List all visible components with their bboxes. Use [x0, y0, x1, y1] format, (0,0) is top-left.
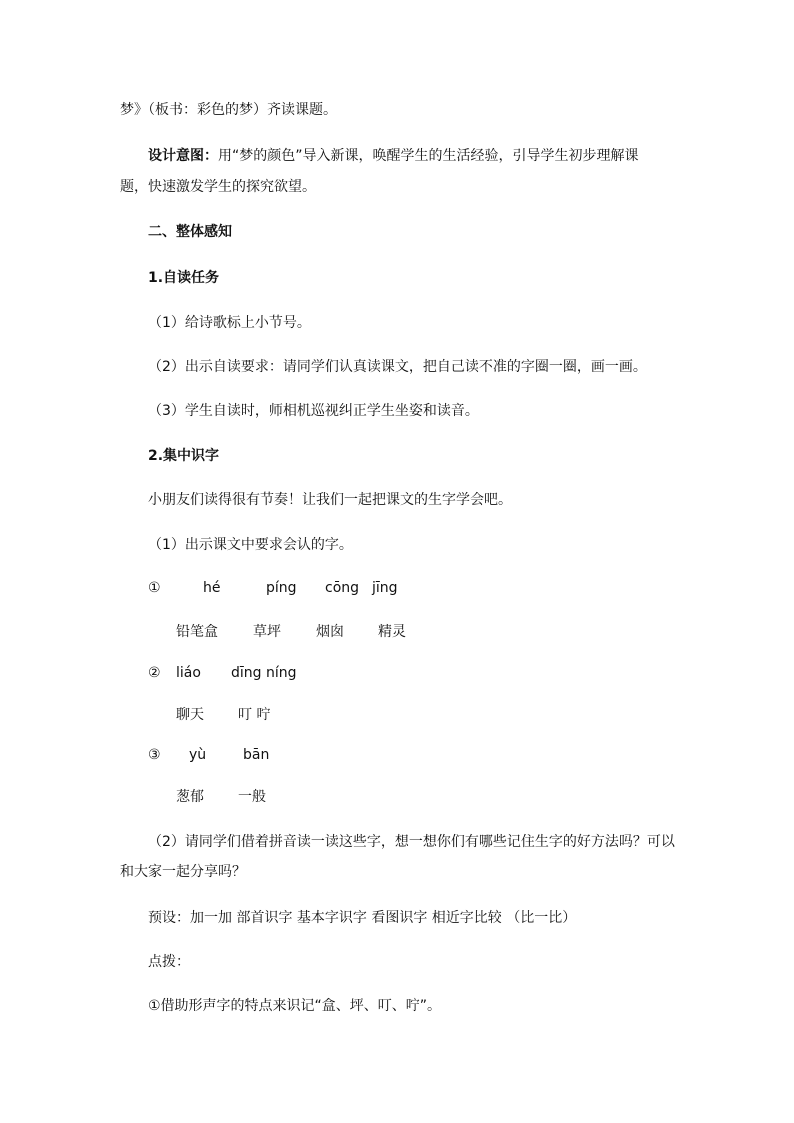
word-text: 烟囱	[316, 624, 344, 640]
hint-item-1: ①借助形声字的特点来识记“盒、坪、叮、咛”。	[148, 998, 442, 1014]
word-text: 一般	[238, 789, 266, 805]
task1-item-1: （1）给诗歌标上小节号。	[148, 315, 311, 331]
group3-marker: ③	[148, 747, 161, 763]
word-text: 草坪	[253, 624, 281, 640]
literacy-sub-item-1: （1）出示课文中要求会认的字。	[148, 537, 353, 553]
literacy-intro: 小朋友们读得很有节奏！让我们一起把课文的生字学会吧。	[148, 492, 512, 508]
word-text: 叮 咛	[238, 707, 271, 723]
preset-methods: 预设：加一加 部首识字 基本字识字 看图识字 相近字比较 （比一比）	[148, 910, 577, 926]
pinyin-text: bān	[243, 747, 270, 763]
pinyin-text: jīng	[372, 580, 398, 596]
pinyin-text: dīng níng	[231, 665, 297, 681]
design-intent-label: 设计意图：	[148, 148, 218, 164]
pinyin-text: yù	[189, 747, 207, 763]
literacy-sub-item-2-line-1: （2）请同学们借着拼音读一读这些字，想一想你们有哪些记住生字的好方法吗？可以	[148, 834, 675, 850]
task1-item-2: （2）出示自读要求：请同学们认真读课文，把自己读不准的字圈一圈，画一画。	[148, 359, 647, 375]
task-heading-self-reading: 1.自读任务	[148, 270, 220, 286]
pinyin-text: píng	[266, 580, 297, 596]
word-text: 葱郁	[176, 789, 204, 805]
hint-label: 点拨：	[148, 954, 190, 970]
group1-marker: ①	[148, 580, 161, 596]
pinyin-text: liáo	[176, 665, 201, 681]
design-intent-line-1	[148, 146, 639, 166]
paragraph-title-reading: 梦》（板书：彩色的梦）齐读课题。	[120, 102, 337, 118]
word-text: 精灵	[378, 624, 406, 640]
design-intent-text: 用“梦的颜色”导入新课，唤醒学生的生活经验，引导学生初步理解课	[218, 148, 639, 164]
pinyin-text: cōng	[325, 580, 360, 596]
design-intent-line-2: 题，快速激发学生的探究欲望。	[120, 179, 316, 195]
group2-marker: ②	[148, 665, 161, 681]
word-text: 铅笔盒	[176, 624, 218, 640]
section-heading-overall: 二、整体感知	[148, 224, 232, 240]
pinyin-text: hé	[203, 580, 221, 596]
task1-item-3: （3）学生自读时，师相机巡视纠正学生坐姿和读音。	[148, 403, 479, 419]
literacy-sub-item-2-line-2: 和大家一起分享吗？	[120, 864, 246, 880]
word-text: 聊天	[176, 707, 204, 723]
task-heading-literacy: 2.集中识字	[148, 448, 220, 464]
